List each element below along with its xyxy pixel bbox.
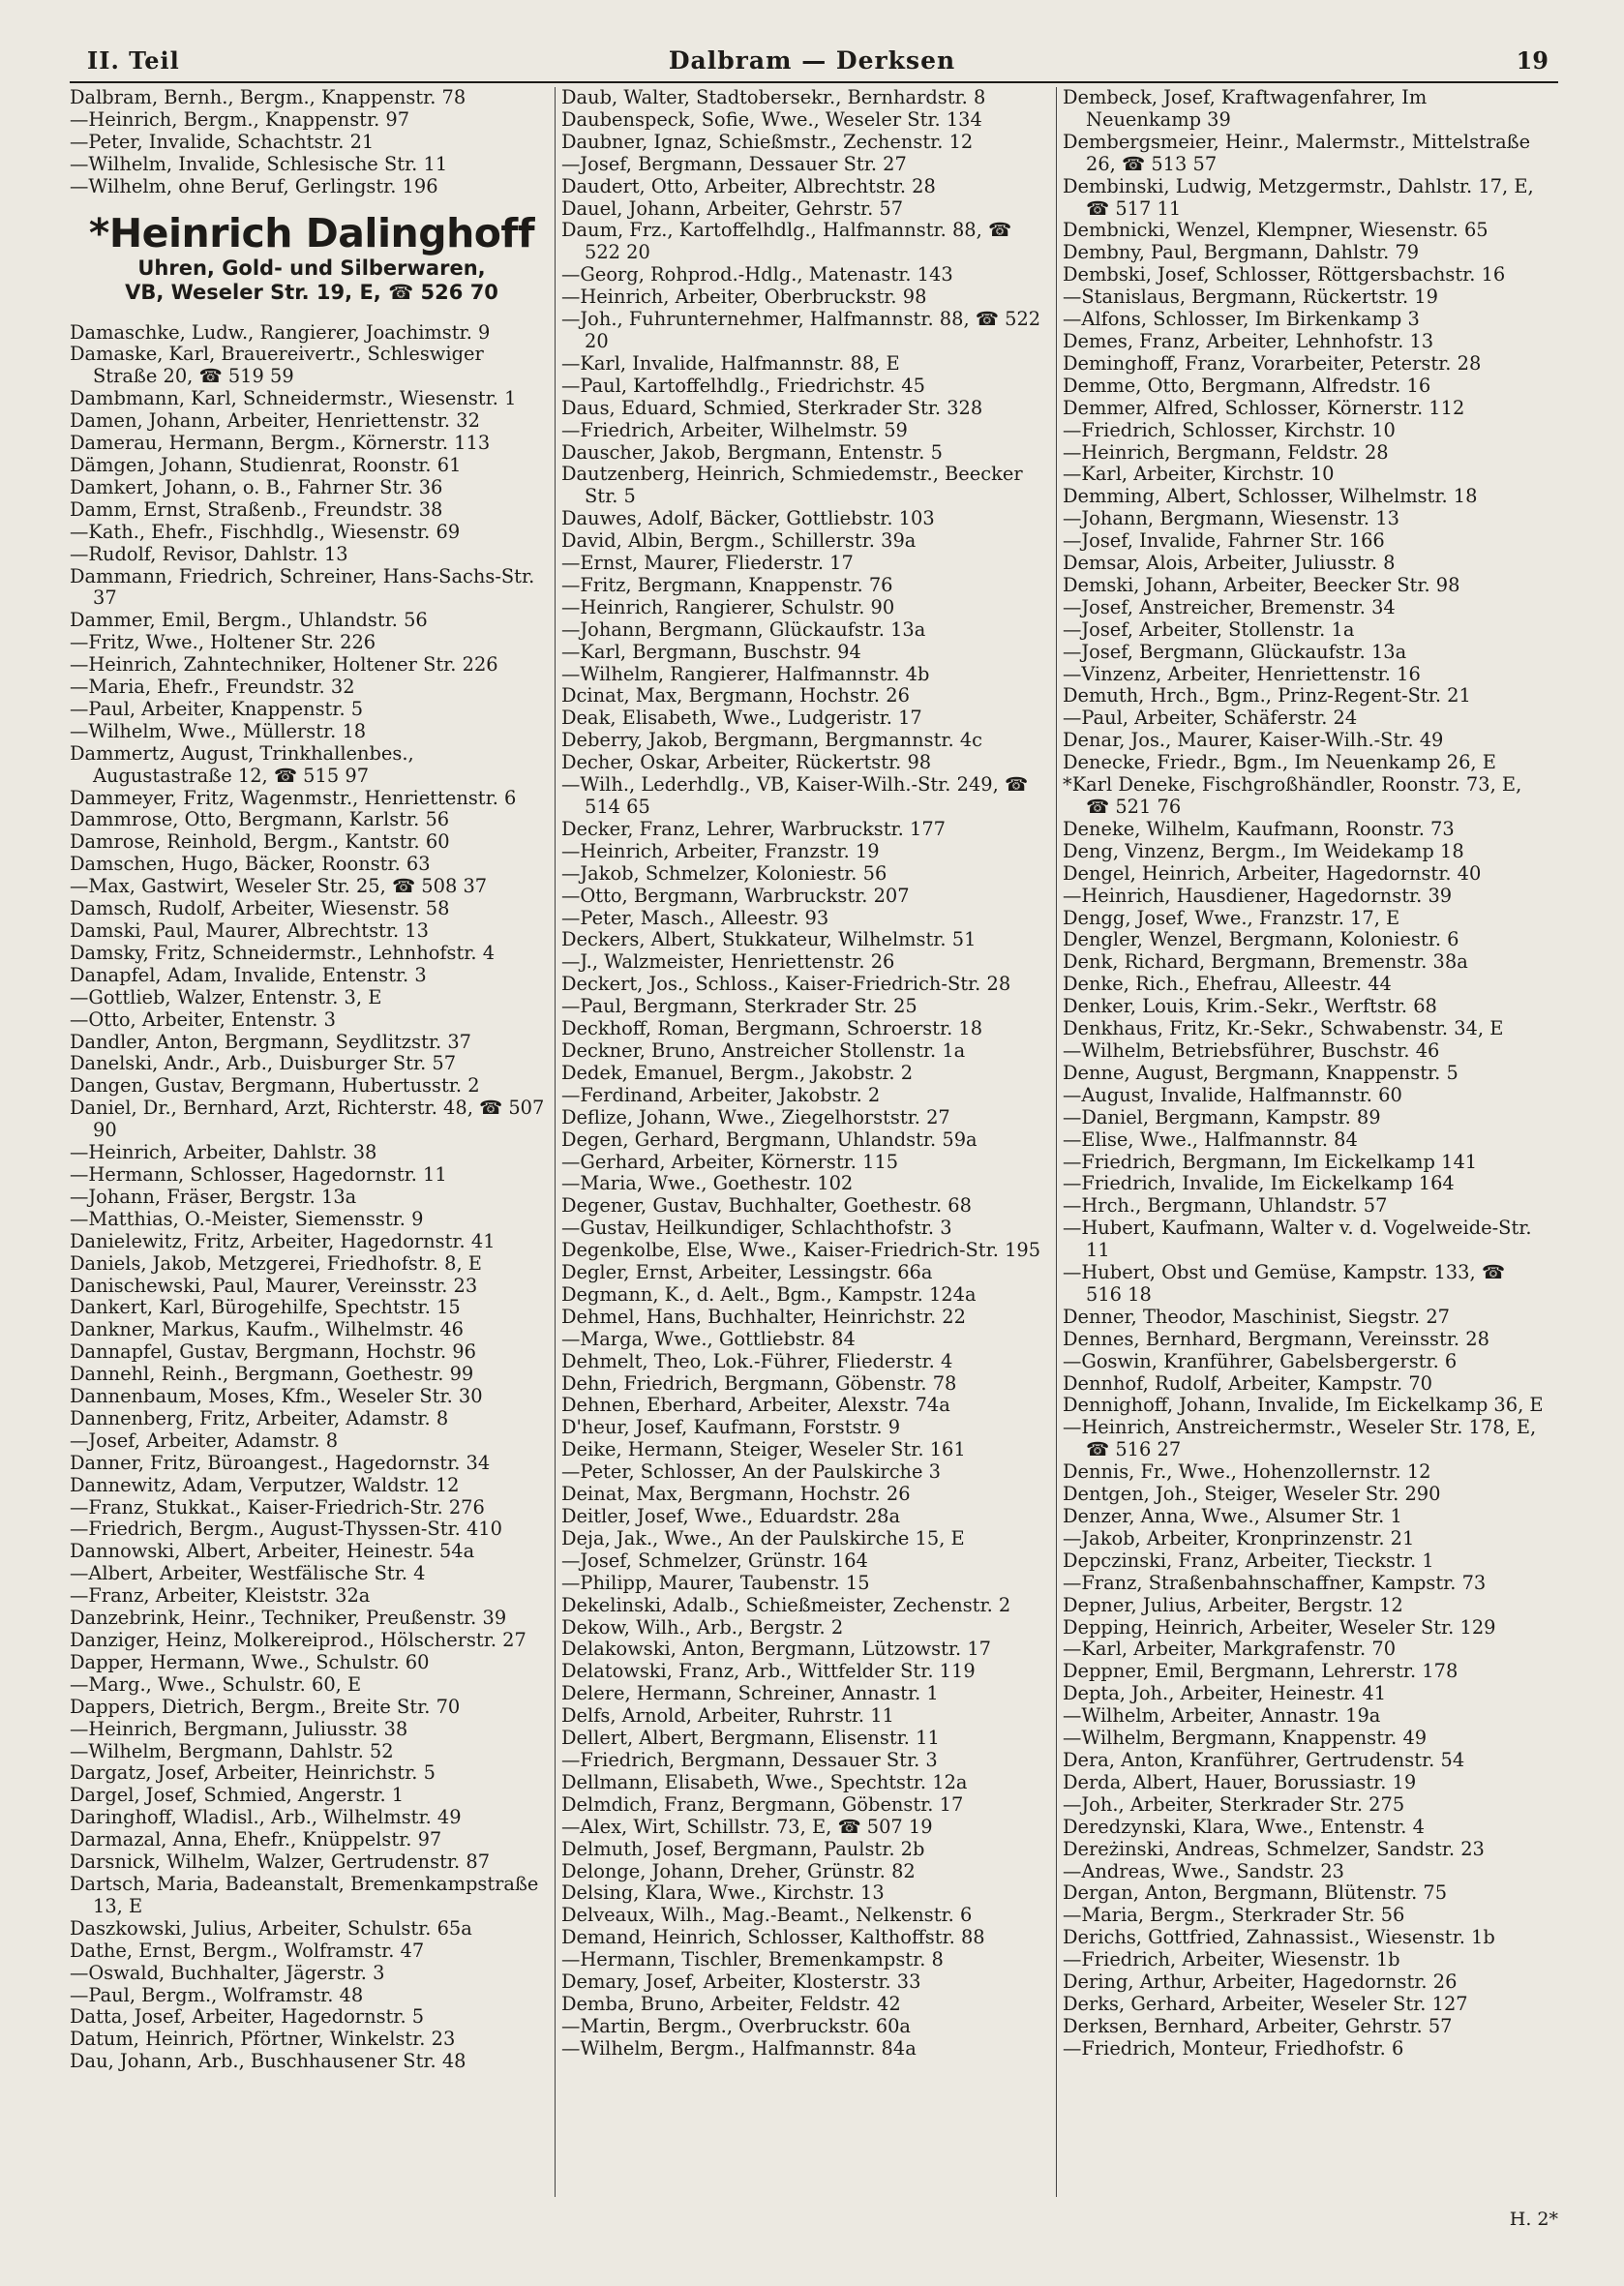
directory-entry: Depping, Heinrich, Arbeiter, Weseler Str. 129: [1063, 1615, 1496, 1639]
directory-entry: —Paul, Kartoffelhdlg., Friedrichstr. 45: [561, 374, 925, 397]
directory-entry: —Oswald, Buchhalter, Jägerstr. 3: [70, 1961, 385, 1984]
directory-entry: —Friedrich, Schlosser, Kirchstr. 10: [1063, 418, 1396, 441]
directory-entry: —Heinrich, Arbeiter, Oberbruckstr. 98: [561, 286, 927, 309]
directory-entry: Dehnen, Eberhard, Arbeiter, Alexstr. 74a: [561, 1394, 950, 1417]
column-1-entries-bottom: [70, 322, 554, 2074]
directory-entry: —Heinrich, Zahntechniker, Holtener Str. 226: [70, 653, 498, 677]
footer-signature: H. 2*: [1509, 2209, 1558, 2230]
directory-entry: —Georg, Rohprod.-Hdlg., Matenastr. 143: [561, 263, 953, 286]
directory-entry: Deitler, Josef, Wwe., Eduardstr. 28a: [561, 1505, 901, 1527]
directory-entry: —Gottlieb, Walzer, Entenstr. 3, E: [70, 985, 382, 1008]
directory-entry: Dengel, Heinrich, Arbeiter, Hagedornstr. 40: [1063, 861, 1482, 885]
directory-entry: —Wilhelm, Wwe., Müllerstr. 18: [70, 719, 367, 742]
directory-entry: Dehn, Friedrich, Bergmann, Göbenstr. 78: [561, 1371, 957, 1395]
directory-entry: —Paul, Bergmann, Sterkrader Str. 25: [561, 995, 917, 1018]
directory-entry: Dangen, Gustav, Bergmann, Hubertusstr. 2: [70, 1074, 480, 1098]
directory-entry: Damrose, Reinhold, Bergm., Kantstr. 60: [70, 830, 450, 854]
directory-entry: Deike, Hermann, Steiger, Weseler Str. 161: [561, 1438, 966, 1461]
directory-entry: —Andreas, Wwe., Sandstr. 23: [1063, 1859, 1345, 1882]
directory-entry: Damschen, Hugo, Bäcker, Roonstr. 63: [70, 853, 431, 876]
directory-entry: —Josef, Invalide, Fahrner Str. 166: [1063, 529, 1385, 553]
directory-entry: Dennhof, Rudolf, Arbeiter, Kampstr. 70: [1063, 1371, 1432, 1395]
directory-entry: —Marg., Wwe., Schulstr. 60, E: [70, 1672, 362, 1696]
directory-entry: —Heinrich, Hausdiener, Hagedornstr. 39: [1063, 884, 1453, 907]
directory-entry: Denker, Louis, Krim.-Sekr., Werftstr. 68: [1063, 995, 1437, 1018]
directory-entry: —Friedrich, Invalide, Im Eickelkamp 164: [1063, 1172, 1455, 1195]
directory-entry: Danner, Fritz, Büroangest., Hagedornstr. 34: [70, 1451, 491, 1474]
directory-entry: Denecke, Friedr., Bgm., Im Neuenkamp 26, E: [1063, 751, 1496, 774]
directory-entry: Derichs, Gottfried, Zahnassist., Wiesenstr. 1b: [1063, 1926, 1495, 1949]
directory-entry: Danzebrink, Heinr., Techniker, Preußenstr. 39: [70, 1607, 507, 1630]
header-rule: [70, 81, 1558, 83]
directory-entry: —Martin, Bergm., Overbruckstr. 60a: [561, 2014, 911, 2037]
column-1: [70, 87, 554, 2197]
directory-entry: Delsing, Klara, Wwe., Kirchstr. 13: [561, 1881, 885, 1905]
directory-entry: Deppner, Emil, Bergmann, Lehrerstr. 178: [1063, 1660, 1459, 1683]
directory-entry: Dennighoff, Johann, Invalide, Im Eickelkamp 36, E: [1063, 1394, 1544, 1417]
directory-entry: Delmdich, Franz, Bergmann, Göbenstr. 17: [561, 1792, 964, 1816]
directory-entry: Decker, Franz, Lehrer, Warbruckstr. 177: [561, 817, 947, 840]
directory-entry: —Wilhelm, Bergm., Halfmannstr. 84a: [561, 2036, 917, 2060]
directory-entry: Deredzynski, Klara, Wwe., Entenstr. 4: [1063, 1815, 1425, 1838]
directory-entry: —Hermann, Schlosser, Hagedornstr. 11: [70, 1162, 447, 1186]
directory-entry: Dambmann, Karl, Schneidermstr., Wiesenstr. 1: [70, 387, 517, 410]
directory-entry: Dembeck, Josef, Kraftwagenfahrer, Im Neuenkamp 39: [1063, 87, 1428, 131]
directory-entry: Deja, Jak., Wwe., An der Paulskirche 15, E: [561, 1526, 965, 1549]
directory-entry: —Friedrich, Arbeiter, Wilhelmstr. 59: [561, 418, 908, 441]
directory-entry: Dauel, Johann, Arbeiter, Gehrstr. 57: [561, 196, 904, 220]
directory-entry: Dargatz, Josef, Arbeiter, Heinrichstr. 5: [70, 1761, 436, 1785]
directory-entry: —Peter, Invalide, Schachtstr. 21: [70, 130, 375, 153]
directory-entry: Denner, Theodor, Maschinist, Siegstr. 27: [1063, 1305, 1450, 1328]
directory-entry: Dehmelt, Theo, Lok.-Führer, Fliederstr. 4: [561, 1349, 953, 1372]
directory-entry: Dankner, Markus, Kaufm., Wilhelmstr. 46: [70, 1318, 464, 1341]
directory-entry: —Alex, Wirt, Schillstr. 73, E, ☎ 507 19: [561, 1815, 933, 1838]
directory-entry: Demming, Albert, Schlosser, Wilhelmstr. 18: [1063, 485, 1478, 508]
directory-entry: Danielewitz, Fritz, Arbeiter, Hagedornstr. 41: [70, 1229, 496, 1252]
directory-entry: Dekelinski, Adalb., Schießmeister, Zechenstr. 2: [561, 1593, 1011, 1616]
directory-entry: Dembnicki, Wenzel, Klempner, Wiesenstr. 65: [1063, 219, 1489, 242]
directory-entry: Demski, Johann, Arbeiter, Beecker Str. 98: [1063, 573, 1460, 596]
directory-entry: Dannehl, Reinh., Bergmann, Goethestr. 99: [70, 1363, 474, 1386]
directory-entry: Demuth, Hrch., Bgm., Prinz-Regent-Str. 21: [1063, 684, 1471, 707]
directory-entry: Dembinski, Ludwig, Metzgermstr., Dahlstr. 17, E, ☎ 517 11: [1063, 174, 1534, 220]
directory-entry: —J., Walzmeister, Henriettenstr. 26: [561, 950, 895, 974]
directory-entry: D'heur, Josef, Kaufmann, Forststr. 9: [561, 1416, 901, 1439]
directory-entry: Derks, Gerhard, Arbeiter, Weseler Str. 127: [1063, 1992, 1468, 2015]
directory-entry: David, Albin, Bergm., Schillerstr. 39a: [561, 529, 917, 553]
directory-entry: —Vinzenz, Arbeiter, Henriettenstr. 16: [1063, 662, 1421, 685]
directory-entry: Dammertz, August, Trinkhallenbes., Augustastraße 12, ☎ 515 97: [70, 741, 414, 787]
directory-entry: —Josef, Arbeiter, Adamstr. 8: [70, 1429, 339, 1452]
ad-name: *Heinrich Dalinghoff: [88, 209, 535, 256]
directory-entry: —Wilhelm, Invalide, Schlesische Str. 11: [70, 152, 448, 175]
directory-entry: Daudert, Otto, Arbeiter, Albrechtstr. 28: [561, 174, 936, 197]
directory-entry: Deneke, Wilhelm, Kaufmann, Roonstr. 73: [1063, 817, 1455, 840]
directory-entry: Dereżinski, Andreas, Schmelzer, Sandstr. 23: [1063, 1837, 1485, 1860]
directory-entry: Degen, Gerhard, Bergmann, Uhlandstr. 59a: [561, 1128, 977, 1151]
directory-entry: —Karl, Arbeiter, Kirchstr. 10: [1063, 463, 1335, 486]
directory-entry: Daniel, Dr., Bernhard, Arzt, Richterstr. 48, ☎ 507 90: [70, 1097, 545, 1142]
directory-entry: Dankert, Karl, Bürogehilfe, Spechtstr. 15: [70, 1296, 461, 1319]
directory-entry: Deng, Vinzenz, Bergm., Im Weidekamp 18: [1063, 839, 1464, 862]
directory-entry: Darsnick, Wilhelm, Walzer, Gertrudenstr. 87: [70, 1850, 491, 1874]
directory-entry: —Fritz, Wwe., Holtener Str. 226: [70, 631, 376, 654]
directory-entry: —Maria, Wwe., Goethestr. 102: [561, 1172, 854, 1195]
directory-entry: Degenkolbe, Else, Wwe., Kaiser-Friedrich-Str. 195: [561, 1239, 1041, 1262]
directory-entry: Dennes, Bernhard, Bergmann, Vereinsstr. 28: [1063, 1327, 1489, 1350]
directory-entry: —Karl, Arbeiter, Markgrafenstr. 70: [1063, 1638, 1397, 1661]
directory-entry: Dauscher, Jakob, Bergmann, Entenstr. 5: [561, 440, 943, 464]
directory-entry: —Wilhelm, Bergmann, Dahlstr. 52: [70, 1739, 394, 1762]
directory-entry: Delonge, Johann, Dreher, Grünstr. 82: [561, 1859, 916, 1882]
directory-entry: —Heinrich, Rangierer, Schulstr. 90: [561, 595, 895, 618]
directory-entry: —Friedrich, Bergm., August-Thyssen-Str. 410: [70, 1518, 502, 1541]
directory-entry: Dammann, Friedrich, Schreiner, Hans-Sachs-Str. 37: [70, 564, 535, 610]
directory-entry: —Philipp, Maurer, Taubenstr. 15: [561, 1571, 870, 1594]
directory-entry: Datum, Heinrich, Pförtner, Winkelstr. 23: [70, 2028, 456, 2051]
directory-entry: —Joh., Arbeiter, Sterkrader Str. 275: [1063, 1792, 1405, 1816]
column-3: [1063, 87, 1547, 2197]
directory-entry: Dappers, Dietrich, Bergm., Breite Str. 70: [70, 1695, 461, 1718]
directory-entry: —Heinrich, Bergmann, Juliusstr. 38: [70, 1717, 408, 1740]
directory-entry: Dauwes, Adolf, Bäcker, Gottliebstr. 103: [561, 507, 935, 530]
directory-entry: —Peter, Masch., Alleestr. 93: [561, 906, 829, 929]
directory-entry: Dekow, Wilh., Arb., Bergstr. 2: [561, 1615, 844, 1639]
directory-entry: —Wilhelm, ohne Beruf, Gerlingstr. 196: [70, 174, 438, 197]
directory-entry: Dannenberg, Fritz, Arbeiter, Adamstr. 8: [70, 1406, 449, 1429]
directory-entry: Danapfel, Adam, Invalide, Entenstr. 3: [70, 963, 427, 986]
directory-entry: Dembergsmeier, Heinr., Malermstr., Mittelstraße 26, ☎ 513 57: [1063, 130, 1531, 175]
directory-entry: Damm, Ernst, Straßenb., Freundstr. 38: [70, 497, 443, 521]
ad-line-2: VB, Weseler Str. 19, E, ☎ 526 70: [125, 280, 498, 304]
directory-entry: Damsky, Fritz, Schneidermstr., Lehnhofstr. 4: [70, 941, 496, 964]
directory-entry: —Stanislaus, Bergmann, Rückertstr. 19: [1063, 286, 1438, 309]
directory-entry: Dämgen, Johann, Studienrat, Roonstr. 61: [70, 453, 462, 476]
directory-entry: —Goswin, Kranführer, Gabelsbergerstr. 6: [1063, 1349, 1458, 1372]
directory-entry: Deckner, Bruno, Anstreicher Stollenstr. 1a: [561, 1038, 966, 1062]
directory-entry: Dedek, Emanuel, Bergm., Jakobstr. 2: [561, 1061, 914, 1084]
column-2-entries: [561, 87, 1045, 2060]
directory-entry: Dembny, Paul, Bergmann, Dahlstr. 79: [1063, 241, 1420, 264]
directory-entry: Deckers, Albert, Stukkateur, Wilhelmstr. 51: [561, 928, 977, 951]
directory-entry: Danelski, Andr., Arb., Duisburger Str. 57: [70, 1052, 457, 1075]
directory-entry: —Marga, Wwe., Gottliebstr. 84: [561, 1327, 856, 1350]
directory-entry: —Wilhelm, Betriebsführer, Buschstr. 46: [1063, 1038, 1440, 1062]
directory-entry: Demmer, Alfred, Schlosser, Körnerstr. 112: [1063, 396, 1465, 419]
directory-entry: Dargel, Josef, Schmied, Angerstr. 1: [70, 1784, 405, 1807]
directory-entry: Delatowski, Franz, Arb., Wittfelder Str. 119: [561, 1660, 976, 1683]
directory-entry: —Johann, Fräser, Bergstr. 13a: [70, 1185, 357, 1208]
directory-entry: Damen, Johann, Arbeiter, Henriettenstr. 32: [70, 409, 480, 433]
directory-entry: Delakowski, Anton, Bergmann, Lützowstr. 17: [561, 1638, 991, 1661]
directory-entry: —Hrch., Bergmann, Uhlandstr. 57: [1063, 1194, 1388, 1218]
directory-entry: Dathe, Ernst, Bergm., Wolframstr. 47: [70, 1939, 425, 1962]
directory-entry: —Heinrich, Bergm., Knappenstr. 97: [70, 107, 410, 131]
directory-entry: —Friedrich, Bergmann, Im Eickelkamp 141: [1063, 1150, 1478, 1173]
directory-entry: —Josef, Anstreicher, Bremenstr. 34: [1063, 595, 1396, 618]
directory-entry: —Heinrich, Bergmann, Feldstr. 28: [1063, 440, 1389, 464]
advertisement: [70, 210, 554, 305]
directory-entry: —Kath., Ehefr., Fischhdlg., Wiesenstr. 69: [70, 520, 461, 543]
directory-entry: Datta, Josef, Arbeiter, Hagedornstr. 5: [70, 2005, 425, 2029]
directory-entry: —Paul, Arbeiter, Schäferstr. 24: [1063, 707, 1358, 730]
directory-entry: Dapper, Hermann, Wwe., Schulstr. 60: [70, 1650, 430, 1673]
directory-entry: —Daniel, Bergmann, Kampstr. 89: [1063, 1105, 1381, 1128]
directory-entry: Deminghoff, Franz, Vorarbeiter, Peterstr. 28: [1063, 351, 1482, 375]
directory-entry: —Peter, Schlosser, An der Paulskirche 3: [561, 1460, 942, 1484]
directory-entry: Denke, Rich., Ehefrau, Alleestr. 44: [1063, 973, 1392, 996]
directory-entry: —Josef, Bergmann, Dessauer Str. 27: [561, 152, 907, 175]
directory-entry: —Hubert, Obst und Gemüse, Kampstr. 133, ☎ 516 18: [1063, 1261, 1505, 1306]
directory-entry: Dannewitz, Adam, Verputzer, Waldstr. 12: [70, 1473, 460, 1496]
directory-entry: —Josef, Bergmann, Glückaufstr. 13a: [1063, 640, 1407, 663]
directory-entry: Daus, Eduard, Schmied, Sterkrader Str. 328: [561, 396, 983, 419]
directory-entry: —Wilhelm, Bergmann, Knappenstr. 49: [1063, 1727, 1428, 1750]
directory-entry: Delfs, Arnold, Arbeiter, Ruhrstr. 11: [561, 1704, 894, 1728]
directory-entry: Damerau, Hermann, Bergm., Körnerstr. 113: [70, 432, 491, 455]
directory-entry: —Heinrich, Arbeiter, Franzstr. 19: [561, 839, 880, 862]
directory-entry: Daszkowski, Julius, Arbeiter, Schulstr. 65a: [70, 1916, 472, 1940]
directory-entry: —Alfons, Schlosser, Im Birkenkamp 3: [1063, 308, 1420, 331]
column-2: [561, 87, 1045, 2197]
directory-entry: —Johann, Bergmann, Wiesenstr. 13: [1063, 507, 1399, 530]
directory-entry: Dellmann, Elisabeth, Wwe., Spechtstr. 12a: [561, 1770, 968, 1793]
directory-entry: Decher, Oskar, Arbeiter, Rückertstr. 98: [561, 751, 932, 774]
directory-entry: —Franz, Arbeiter, Kleiststr. 32a: [70, 1584, 371, 1608]
directory-entry: —Karl, Bergmann, Buschstr. 94: [561, 640, 861, 663]
directory-entry: Depner, Julius, Arbeiter, Bergstr. 12: [1063, 1593, 1403, 1616]
directory-entry: —Rudolf, Revisor, Dahlstr. 13: [70, 542, 348, 565]
directory-entry: Deberry, Jakob, Bergmann, Bergmannstr. 4c: [561, 729, 983, 752]
directory-entry: Dengler, Wenzel, Bergmann, Koloniestr. 6: [1063, 928, 1459, 951]
directory-entry: Darmazal, Anna, Ehefr., Knüppelstr. 97: [70, 1828, 442, 1851]
directory-entry: Derda, Albert, Hauer, Borussiastr. 19: [1063, 1770, 1417, 1793]
directory-entry: Demba, Bruno, Arbeiter, Feldstr. 42: [561, 1992, 901, 2015]
directory-entry: —Josef, Schmelzer, Grünstr. 164: [561, 1549, 868, 1572]
page-number: 19: [1516, 46, 1549, 75]
directory-entry: Dalbram, Bernh., Bergm., Knappenstr. 78: [70, 87, 466, 108]
directory-entry: —Paul, Bergm., Wolframstr. 48: [70, 1983, 364, 2006]
directory-entry: Dautzenberg, Heinrich, Schmiedemstr., Beecker Str. 5: [561, 463, 1023, 508]
directory-entry: —Gustav, Heilkundiger, Schlachthofstr. 3: [561, 1217, 952, 1240]
directory-entry: —Friedrich, Monteur, Friedhofstr. 6: [1063, 2036, 1404, 2060]
directory-entry: —Paul, Arbeiter, Knappenstr. 5: [70, 697, 364, 720]
directory-entry: Deinat, Max, Bergmann, Hochstr. 26: [561, 1483, 911, 1506]
directory-entry: Damsch, Rudolf, Arbeiter, Wiesenstr. 58: [70, 897, 450, 920]
directory-entry: Dehmel, Hans, Buchhalter, Heinrichstr. 22: [561, 1305, 966, 1328]
directory-entry: —Franz, Straßenbahnschaffner, Kampstr. 73: [1063, 1571, 1487, 1594]
directory-entry: Deak, Elisabeth, Wwe., Ludgeristr. 17: [561, 707, 922, 730]
directory-entry: Dammer, Emil, Bergm., Uhlandstr. 56: [70, 609, 428, 632]
directory-entry: —Wilh., Lederhdlg., VB, Kaiser-Wilh.-Str. 249, ☎ 514 65: [561, 773, 1029, 818]
directory-entry: —Jakob, Schmelzer, Koloniestr. 56: [561, 861, 887, 885]
directory-entry: —Max, Gastwirt, Weseler Str. 25, ☎ 508 37: [70, 875, 488, 898]
directory-entry: Dcinat, Max, Bergmann, Hochstr. 26: [561, 684, 910, 707]
directory-entry: —Wilhelm, Arbeiter, Annastr. 19a: [1063, 1704, 1381, 1728]
directory-entry: —Karl, Invalide, Halfmannstr. 88, E: [561, 351, 900, 375]
directory-entry: Depczinski, Franz, Arbeiter, Tieckstr. 1: [1063, 1549, 1434, 1572]
directory-entry: —Heinrich, Anstreichermstr., Weseler Str. 178, E, ☎ 516 27: [1063, 1416, 1537, 1461]
directory-entry: Daubenspeck, Sofie, Wwe., Weseler Str. 134: [561, 107, 982, 131]
directory-entry: Damaske, Karl, Brauereivertr., Schleswiger Straße 20, ☎ 519 59: [70, 343, 484, 388]
directory-entry: —Fritz, Bergmann, Knappenstr. 76: [561, 573, 893, 596]
directory-entry: —Ernst, Maurer, Fliederstr. 17: [561, 552, 854, 575]
directory-entry: —Johann, Bergmann, Glückaufstr. 13a: [561, 617, 926, 641]
directory-entry: Demme, Otto, Bergmann, Alfredstr. 16: [1063, 374, 1431, 397]
column-divider: [555, 87, 556, 2197]
column-1-entries-top: [70, 87, 554, 198]
directory-entry: Demsar, Alois, Arbeiter, Juliusstr. 8: [1063, 552, 1396, 575]
directory-entry: Delere, Hermann, Schreiner, Annastr. 1: [561, 1682, 939, 1705]
directory-entry: —Jakob, Arbeiter, Kronprinzenstr. 21: [1063, 1526, 1415, 1549]
directory-entry: Daum, Frz., Kartoffelhdlg., Halfmannstr. 88, ☎ 522 20: [561, 219, 1012, 264]
ad-line-1: Uhren, Gold- und Silberwaren,: [137, 256, 486, 280]
directory-entry: —Ferdinand, Arbeiter, Jakobstr. 2: [561, 1083, 881, 1106]
directory-entry: Dengg, Josef, Wwe., Franzstr. 17, E: [1063, 906, 1400, 929]
directory-entry: —Franz, Stukkat., Kaiser-Friedrich-Str. 276: [70, 1495, 485, 1519]
directory-entry: —Friedrich, Arbeiter, Wiesenstr. 1b: [1063, 1948, 1400, 1971]
directory-entry: —Gerhard, Arbeiter, Körnerstr. 115: [561, 1150, 899, 1173]
directory-entry: —Heinrich, Arbeiter, Dahlstr. 38: [70, 1141, 377, 1164]
directory-entry: —Otto, Arbeiter, Entenstr. 3: [70, 1008, 336, 1031]
directory-entry: —Wilhelm, Rangierer, Halfmannstr. 4b: [561, 662, 930, 685]
directory-entry: —Joh., Fuhrunternehmer, Halfmannstr. 88, ☎ 522 20: [561, 308, 1041, 352]
directory-entry: —Elise, Wwe., Halfmannstr. 84: [1063, 1128, 1358, 1151]
directory-entry: *Karl Deneke, Fischgroßhändler, Roonstr. 73, E, ☎ 521 76: [1063, 773, 1522, 818]
directory-entry: Demand, Heinrich, Schlosser, Kalthoffstr. 88: [561, 1926, 985, 1949]
directory-entry: Denar, Jos., Maurer, Kaiser-Wilh.-Str. 49: [1063, 729, 1444, 752]
directory-entry: Delveaux, Wilh., Mag.-Beamt., Nelkenstr. 6: [561, 1904, 973, 1927]
directory-entry: Dannapfel, Gustav, Bergmann, Hochstr. 96: [70, 1340, 476, 1364]
directory-entry: Dergan, Anton, Bergmann, Blütenstr. 75: [1063, 1881, 1448, 1905]
directory-entry: Denzer, Anna, Wwe., Alsumer Str. 1: [1063, 1505, 1402, 1527]
directory-entry: —Otto, Bergmann, Warbruckstr. 207: [561, 884, 910, 907]
directory-entry: Dau, Johann, Arb., Buschhausener Str. 48: [70, 2050, 466, 2073]
directory-entry: Depta, Joh., Arbeiter, Heinestr. 41: [1063, 1682, 1387, 1705]
directory-entry: —August, Invalide, Halfmannstr. 60: [1063, 1083, 1402, 1106]
directory-entry: Dentgen, Joh., Steiger, Weseler Str. 290: [1063, 1483, 1441, 1506]
directory-entry: —Friedrich, Bergmann, Dessauer Str. 3: [561, 1748, 938, 1771]
directory-entry: Dannenbaum, Moses, Kfm., Weseler Str. 30: [70, 1385, 483, 1408]
directory-entry: Denkhaus, Fritz, Kr.-Sekr., Schwabenstr. 34, E: [1063, 1017, 1504, 1040]
directory-entry: —Maria, Bergm., Sterkrader Str. 56: [1063, 1904, 1405, 1927]
directory-entry: Degmann, K., d. Aelt., Bgm., Kampstr. 124a: [561, 1282, 977, 1306]
directory-entry: Demes, Franz, Arbeiter, Lehnhofstr. 13: [1063, 329, 1434, 352]
directory-entry: Danischewski, Paul, Maurer, Vereinsstr. 23: [70, 1274, 478, 1297]
directory-entry: Damaschke, Ludw., Rangierer, Joachimstr. 9: [70, 320, 491, 344]
directory-entry: Denne, August, Bergmann, Knappenstr. 5: [1063, 1061, 1459, 1084]
directory-entry: —Hubert, Kaufmann, Walter v. d. Vogelweide-Str. 11: [1063, 1217, 1532, 1262]
header-part: II. Teil: [87, 46, 180, 75]
directory-entry: Daub, Walter, Stadtobersekr., Bernhardstr. 8: [561, 87, 986, 108]
directory-entry: Dembski, Josef, Schlosser, Röttgersbachstr. 16: [1063, 263, 1506, 286]
directory-entry: —Albert, Arbeiter, Westfälische Str. 4: [70, 1562, 426, 1585]
directory-entry: —Josef, Arbeiter, Stollenstr. 1a: [1063, 617, 1355, 641]
directory-entry: Dering, Arthur, Arbeiter, Hagedornstr. 26: [1063, 1970, 1458, 1994]
directory-entry: Dandler, Anton, Bergmann, Seydlitzstr. 37: [70, 1030, 472, 1053]
directory-entry: Deckhoff, Roman, Bergmann, Schroerstr. 18: [561, 1017, 983, 1040]
column-3-entries: [1063, 87, 1547, 2060]
directory-entry: —Maria, Ehefr., Freundstr. 32: [70, 676, 355, 699]
directory-entry: Dennis, Fr., Wwe., Hohenzollernstr. 12: [1063, 1460, 1431, 1484]
directory-entry: Degener, Gustav, Buchhalter, Goethestr. 68: [561, 1194, 972, 1218]
directory-entry: Damkert, Johann, o. B., Fahrner Str. 36: [70, 475, 443, 498]
directory-entry: Dammrose, Otto, Bergmann, Karlstr. 56: [70, 808, 450, 831]
directory-entry: Denk, Richard, Bergmann, Bremenstr. 38a: [1063, 950, 1468, 974]
directory-entry: Degler, Ernst, Arbeiter, Lessingstr. 66a: [561, 1261, 933, 1284]
directory-entry: —Matthias, O.-Meister, Siemensstr. 9: [70, 1207, 424, 1230]
directory-entry: Dartsch, Maria, Badeanstalt, Bremenkampstraße 13, E: [70, 1872, 539, 1917]
directory-entry: Damski, Paul, Maurer, Albrechtstr. 13: [70, 919, 429, 942]
directory-entry: Demary, Josef, Arbeiter, Klosterstr. 33: [561, 1970, 921, 1994]
directory-entry: Daringhoff, Wladisl., Arb., Wilhelmstr. 49: [70, 1806, 462, 1829]
directory-entry: Dammeyer, Fritz, Wagenmstr., Henriettenstr. 6: [70, 786, 517, 809]
directory-entry: Daniels, Jakob, Metzgerei, Friedhofstr. 8, E: [70, 1251, 482, 1275]
column-divider: [1056, 87, 1057, 2197]
directory-entry: Dannowski, Albert, Arbeiter, Heinestr. 54a: [70, 1540, 475, 1563]
directory-entry: Danziger, Heinz, Molkereiprod., Hölscherstr. 27: [70, 1629, 526, 1651]
directory-entry: Deflize, Johann, Wwe., Ziegelhorststr. 27: [561, 1105, 950, 1128]
directory-entry: Delmuth, Josef, Bergmann, Paulstr. 2b: [561, 1837, 925, 1860]
directory-entry: Derksen, Bernhard, Arbeiter, Gehrstr. 57: [1063, 2014, 1453, 2037]
header-range: Dalbram — Derksen: [668, 46, 956, 75]
directory-entry: Dellert, Albert, Bergmann, Elisenstr. 11: [561, 1727, 940, 1750]
directory-entry: Daubner, Ignaz, Schießmstr., Zechenstr. 12: [561, 130, 974, 153]
directory-entry: —Hermann, Tischler, Bremenkampstr. 8: [561, 1948, 944, 1971]
directory-entry: Dera, Anton, Kranführer, Gertrudenstr. 54: [1063, 1748, 1465, 1771]
directory-entry: Deckert, Jos., Schloss., Kaiser-Friedrich-Str. 28: [561, 973, 1011, 996]
